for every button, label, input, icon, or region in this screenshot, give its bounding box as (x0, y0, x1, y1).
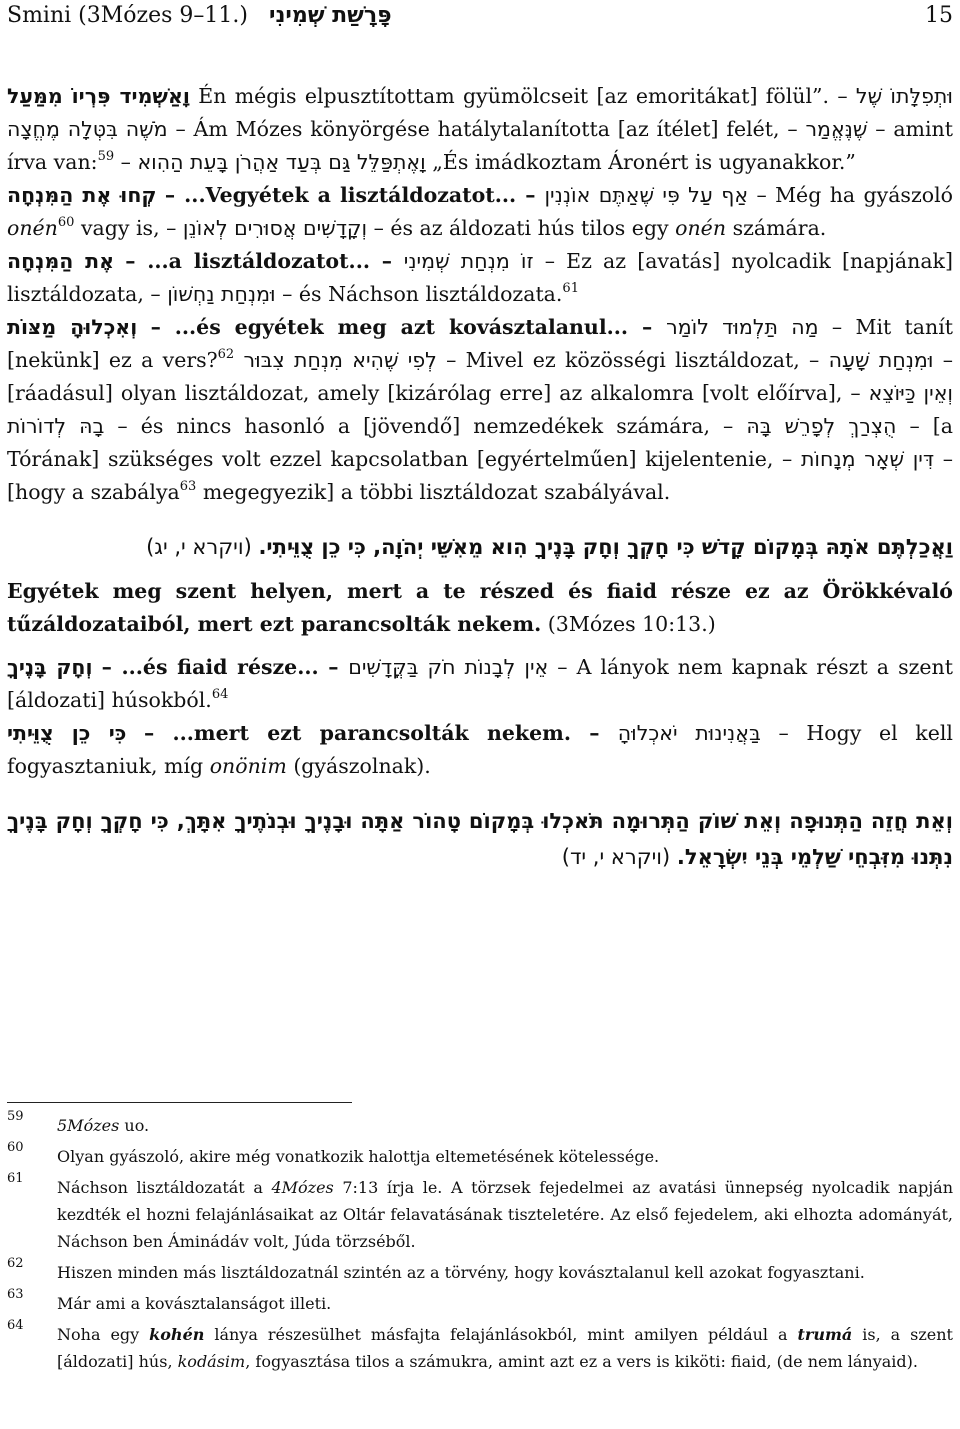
hebrew-text: וּמִנְחַת שָׁעָה (828, 348, 934, 372)
hebrew-lemma: קְחוּ אֶת הַמִּנְחָה (7, 183, 157, 207)
commentary-paragraph-3 (7, 245, 953, 311)
hebrew-lemma: כִּי כֵן צֻוֵּיתִי (7, 721, 127, 745)
lemma-translation: – ...és egyétek meg azt kovásztalanul... – (150, 315, 667, 339)
footnote-italic: 5Mózes (57, 1116, 120, 1135)
commentary-text: – [a Tórának] szükséges volt ezzel kapcsolatban [egyértelműen] kijelentenie, – (7, 414, 953, 471)
commentary-text: vagy is, – (80, 216, 183, 240)
hebrew-text: וּמִנְחַת נַחְשׁוֹן (167, 282, 276, 306)
verse-hungarian-ref: (3Mózes 10:13.) (541, 612, 716, 636)
commentary-text: (gyászolnak). (286, 754, 431, 778)
verse-hungarian-text: Egyétek meg szent helyen, mert a te részed és fiaid része ez az Örökkévaló tűzáldozataiból, mert ezt parancsolták nekem. (7, 579, 953, 636)
footnote-number: 59 (7, 1109, 24, 1124)
hebrew-text: שֶׁנֶּאֱמַר (805, 117, 868, 141)
verse-hungarian-10-13 (7, 575, 953, 641)
hebrew-text: וּתְפִלָּתוֹ שֶׁל מֹשֶׁה בִּטְּלָה מֶחֱצָה (7, 84, 953, 141)
hebrew-lemma: וְחָק בָּנֶיךָ (7, 655, 93, 679)
footnote-italic: 4Mózes (271, 1178, 334, 1197)
footnote-text: Hiszen minden más lisztáldozatnál szintén az a törvény, hogy kovásztalanul kell azokat fogyasztani. (57, 1263, 865, 1282)
verse-hebrew-ref: (ויקרא י, יג) (146, 535, 259, 559)
verse-hebrew-ref: (ויקרא י, יד) (561, 845, 677, 869)
term-truma: trumá (797, 1325, 853, 1344)
verse-hebrew-10-14 (7, 803, 953, 875)
header-title: Smini (3Mózes 9–11.) (7, 3, 248, 28)
lemma-translation: – ...és fiaid része... – (101, 655, 349, 679)
footnote-ref-59[interactable]: 59 (97, 149, 115, 164)
commentary-text: – [hogy a szabálya (7, 447, 953, 504)
lemma-translation: – ...Vegyétek a lisztáldozatot... – (164, 183, 545, 207)
commentary-text: Én mégis elpusztítottam gyümölcseit [az emoritákat] fölül”. – (198, 84, 848, 108)
commentary-text: számára. (732, 216, 827, 240)
footnote-text: is, a szent [áldozati] hús, (57, 1325, 953, 1371)
commentary-text: – A lányok nem kapnak részt a szent [áldozati] húsokból. (7, 655, 953, 712)
commentary-text: – Mivel ez közösségi lisztáldozat, – (446, 348, 829, 372)
running-header (7, 2, 953, 30)
footnote-text: Noha egy (57, 1325, 150, 1344)
footnote-60 (7, 1140, 953, 1170)
term-kohen: kohén (149, 1325, 205, 1344)
term-onen: onén (675, 216, 727, 240)
footnote-text: Már ami a kovásztalanságot illeti. (57, 1294, 332, 1313)
commentary-paragraph-5 (7, 651, 953, 717)
commentary-text: – Ez az [avatás] nyolcadik [napjának] lisztáldozata, – (7, 249, 953, 306)
lemma-translation: – ...mert ezt parancsolták nekem. – (144, 721, 618, 745)
hebrew-text: אַף עַל פִּי שֶׁאַתֶּם אוֹנְנִין (544, 183, 749, 207)
term-onenim: onönim (209, 754, 287, 778)
footnote-ref-62[interactable]: 62 (217, 347, 235, 362)
footnote-64 (7, 1318, 953, 1375)
hebrew-text: זוֹ מִנְחַת שְׁמִינִי (403, 249, 534, 273)
verse-hebrew-10-13 (7, 529, 953, 565)
hebrew-text: וָאֶתְפַּלֵּל גַּם בְּעַד אַהֲרֹן בָּעֵת הַהִוא (137, 150, 426, 174)
hebrew-text: וְקָדָשִׁים אֲסוּרִים לְאוֹנֵן (182, 216, 368, 240)
lemma-translation: – ...a lisztáldozatot... – (125, 249, 404, 273)
commentary-paragraph-1 (7, 80, 953, 179)
commentary-paragraph-6 (7, 717, 953, 783)
commentary-text: – [ráadásul] olyan lisztáldozat, amely [kizárólag erre] az alkalomra [volt előírva], – (7, 348, 953, 405)
hebrew-lemma: אֶת הַמִּנְחָה (7, 249, 115, 273)
hebrew-text: אֵין לְבָנוֹת חֹק בַּקֳּדָשִׁים (348, 655, 549, 679)
footnote-text: uo. (119, 1116, 150, 1135)
footnote-61 (7, 1171, 953, 1255)
commentary-text: – amint írva van: (7, 117, 953, 174)
commentary-paragraph-4 (7, 311, 953, 509)
commentary-text: – Még ha gyászoló (756, 183, 953, 207)
main-text (7, 80, 953, 875)
footnote-ref-63[interactable]: 63 (179, 479, 197, 494)
footnote-ref-61[interactable]: 61 (562, 281, 579, 296)
footnote-text: 7:13 írja le. A törzsek fejedelmei az avatási ünnepség nyolcadik napján kezdték el hozni felajánlásaikat az Oltár felavatásának tiszteletére. Az első fejedelem, aki elhozta adományát, Náchson ben Áminádáv volt, Júda törzséből. (57, 1178, 953, 1251)
commentary-text: – (120, 150, 138, 174)
header-left (7, 2, 392, 30)
term-onen: onén (7, 216, 58, 240)
footnote-text: , fogyasztása tilos a számukra, amint azt ez a vers is kiköti: fiaid, (de nem lányaid). (245, 1352, 918, 1371)
footnote-number: 61 (7, 1171, 24, 1186)
hebrew-text: דִּין שְׁאָר מְנָחוֹת (800, 447, 935, 471)
commentary-text: – és Náchson lisztáldozata. (282, 282, 563, 306)
footnote-63 (7, 1287, 953, 1317)
hebrew-text: הֻצְרַךְ לְפָרֵשׁ בָּהּ (746, 414, 897, 438)
footnote-number: 60 (7, 1140, 24, 1155)
hebrew-lemma: וָאַשְׁמִיד פִּרְיוֹ מִמַּעַל (7, 84, 190, 108)
commentary-text: – és nincs hasonló a [jövendő] nemzedékek számára, – (117, 414, 747, 438)
verse-hebrew-text: וַאֲכַלְתֶּם אֹתָהּ בְּמָקוֹם קָדֹשׁ כִּי חָקְךָ וְחָק בָּנֶיךָ הִוא מֵאִשֵּׁי יְהֹוָה, כִּי כֵן צֻוֵּיתִי. (258, 535, 953, 559)
header-parsha: פָּרָשַׁת שְׁמִינִי (268, 3, 392, 28)
verse-hebrew-text: וְאֵת חֲזֵה הַתְּנוּפָה וְאֵת שׁוֹק הַתְּרוּמָה תֹּאכְלוּ בְּמָקוֹם טָהוֹר אַתָּה וּבָנֶיךָ וּבְנֹתֶיךָ אִתָּךְ, כִּי חָקְךָ וְחָק בָּנֶיךָ נִתְּנוּ מִזִּבְחֵי שַׁלְמֵי בְּנֵי יִשְׂרָאֵל. (7, 809, 953, 869)
hebrew-text: לְפִי שֶׁהִיא מִנְחַת צִבּוּר (243, 348, 437, 372)
footnote-separator (7, 1102, 352, 1103)
hebrew-text: וְאֵין כַּיּוֹצֵא בָהּ לְדוֹרוֹת (7, 381, 953, 438)
hebrew-lemma: וְאִכְלוּהָ מַצּוֹת (7, 315, 138, 339)
commentary-paragraph-2 (7, 179, 953, 245)
commentary-text: – Mit tanít [nekünk] ez a vers? (7, 315, 954, 372)
hebrew-text: בַּאֲנִינוּת יֹאכְלוּהָ (617, 721, 761, 745)
commentary-text: megegyezik] a többi lisztáldozat szabályával. (202, 480, 671, 504)
commentary-text: „És imádkoztam Áronért is ugyanakkor.” (432, 150, 856, 174)
footnote-text: lánya részesülhet másfajta felajánlásokból, mint amilyen például a (204, 1325, 798, 1344)
footnote-text: Náchson lisztáldozatát a (57, 1178, 272, 1197)
footnote-number: 62 (7, 1256, 24, 1271)
footnote-ref-60[interactable]: 60 (57, 215, 75, 230)
footnote-number: 64 (7, 1318, 24, 1333)
term-kodasim: kodásim (177, 1352, 246, 1371)
footnotes (7, 1109, 953, 1379)
page-number: 15 (925, 3, 953, 28)
commentary-text: – és az áldozati hús tilos egy (373, 216, 676, 240)
commentary-text: – Hogy el kell fogyasztaniuk, míg (7, 721, 953, 778)
hebrew-text: מַה תַּלְמוּד לוֹמַר (666, 315, 819, 339)
footnote-59 (7, 1109, 953, 1139)
footnote-ref-64[interactable]: 64 (211, 687, 229, 702)
footnote-62 (7, 1256, 953, 1286)
commentary-text: – Ám Mózes könyörgése hatálytalanította [az ítélet] felét, – (175, 117, 806, 141)
footnote-number: 63 (7, 1287, 24, 1302)
footnote-text: Olyan gyászoló, akire még vonatkozik halottja eltemetésének kötelessége. (57, 1147, 660, 1166)
